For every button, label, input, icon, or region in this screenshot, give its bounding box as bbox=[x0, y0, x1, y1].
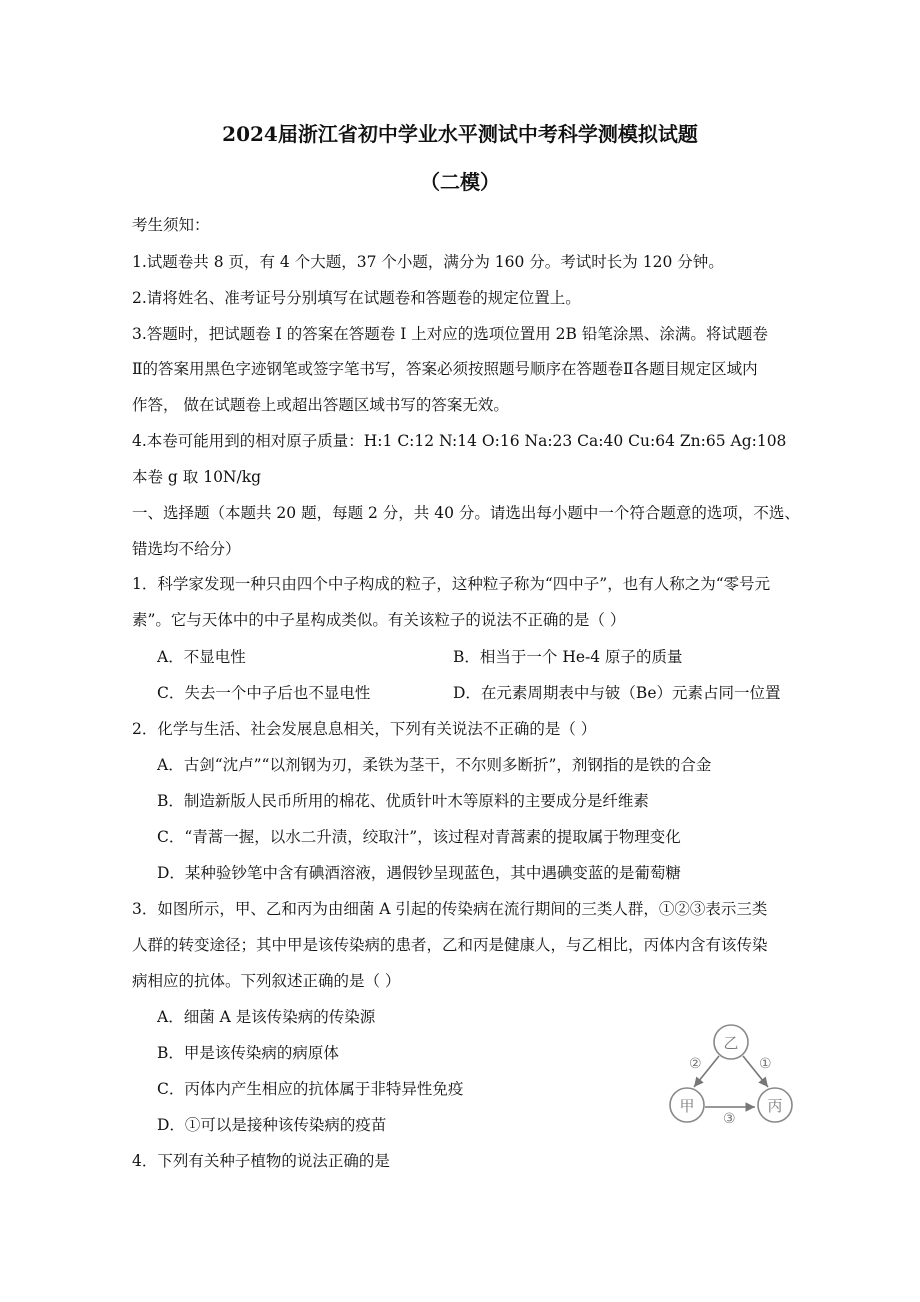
label-3: ③ bbox=[723, 1111, 736, 1127]
node-bing bbox=[758, 1088, 792, 1122]
q3-stem: 3．如图所示，甲、乙和丙为由细菌 A 引起的传染病在流行期间的三类人群，①②③表示三类 bbox=[132, 900, 768, 918]
node-jia bbox=[670, 1088, 704, 1122]
q1-option-c: C．失去一个中子后也不显电性 bbox=[157, 684, 371, 702]
q1-option-a: A．不显电性 bbox=[157, 648, 246, 666]
page-subtitle: （二模） bbox=[420, 170, 500, 194]
q3-option-a: A．细菌 A 是该传染病的传染源 bbox=[157, 1008, 376, 1026]
q4-stem: 4．下列有关种子植物的说法正确的是 bbox=[132, 1152, 390, 1170]
q3-option-d: D．①可以是接种该传染病的疫苗 bbox=[157, 1116, 387, 1134]
node-yi bbox=[714, 1025, 748, 1059]
q2-option-c: C．“青蒿一握，以水二升渍，绞取汁”，该过程对青蒿素的提取属于物理变化 bbox=[157, 828, 681, 846]
q3-stem-cont: 病相应的抗体。下列叙述正确的是（ ） bbox=[132, 972, 401, 990]
notice-item: 3.答题时，把试题卷 I 的答案在答题卷 I 上对应的选项位置用 2B 铅笔涂黑、涂满。将试题卷 bbox=[132, 325, 768, 343]
q2-option-d: D．某种验钞笔中含有碘酒溶液，遇假钞呈现蓝色，其中遇碘变蓝的是葡萄糖 bbox=[157, 864, 681, 882]
section-heading: 一、选择题（本题共 20 题，每题 2 分，共 40 分。请选出每小题中一个符合题意的选项，不选、 bbox=[132, 504, 800, 522]
notice-item: Ⅱ的答案用黑色字迹钢笔或签字笔书写，答案必须按照题号顺序在答题卷Ⅱ各题目规定区域内 bbox=[132, 360, 758, 378]
q2-stem: 2．化学与生活、社会发展息息相关，下列有关说法不正确的是（ ） bbox=[132, 720, 597, 738]
q3-option-c: C．丙体内产生相应的抗体属于非特异性免疫 bbox=[157, 1080, 464, 1098]
q2-option-b: B．制造新版人民币所用的棉花、优质针叶木等原料的主要成分是纤维素 bbox=[157, 792, 649, 810]
section-heading-cont: 错选均不给分） bbox=[132, 540, 241, 558]
notice-item: 作答， 做在试题卷上或超出答题区域书写的答案无效。 bbox=[132, 396, 509, 414]
q1-option-b: B．相当于一个 He-4 原子的质量 bbox=[453, 648, 683, 666]
notice-item: 本卷 g 取 10N/kg bbox=[132, 468, 262, 486]
label-2: ② bbox=[689, 1056, 702, 1072]
q1-stem: 1．科学家发现一种只由四个中子构成的粒子，这种粒子称为“四中子”，也有人称之为“零号元 bbox=[132, 575, 771, 593]
notice-item: 2.请将姓名、准考证号分别填写在试题卷和答题卷的规定位置上。 bbox=[132, 289, 581, 307]
notice-heading: 考生须知： bbox=[132, 216, 210, 234]
q1-option-d: D．在元素周期表中与铍（Be）元素占同一位置 bbox=[453, 684, 781, 702]
notice-item: 4.本卷可能用到的相对原子质量：H:1 C:12 N:14 O:16 Na:23 Ca:40 Cu:64 Zn:65 Ag:108 bbox=[132, 432, 787, 450]
q3-stem-cont: 人群的转变途径；其中甲是该传染病的患者，乙和丙是健康人，与乙相比，丙体内含有该传染 bbox=[132, 936, 768, 954]
svg-text:乙: 乙 bbox=[723, 1034, 739, 1052]
q3-option-b: B．甲是该传染病的病原体 bbox=[157, 1044, 339, 1062]
q2-option-a: A．古剑“沈卢”“以剂钢为刃，柔铁为茎干，不尔则多断折”，剂钢指的是铁的合金 bbox=[157, 756, 712, 774]
svg-text:甲: 甲 bbox=[679, 1097, 695, 1115]
population-transition-diagram bbox=[663, 1022, 803, 1130]
q1-stem-cont: 素”。它与天体中的中子星构成类似。有关该粒子的说法不正确的是（ ） bbox=[132, 611, 626, 629]
svg-text:丙: 丙 bbox=[767, 1097, 783, 1115]
page-title: 2024届浙江省初中学业水平测试中考科学测模拟试题 bbox=[222, 122, 698, 146]
notice-item: 1.试题卷共 8 页，有 4 个大题，37 个小题，满分为 160 分。考试时长为 120 分钟。 bbox=[132, 253, 724, 271]
label-1: ① bbox=[759, 1056, 772, 1072]
